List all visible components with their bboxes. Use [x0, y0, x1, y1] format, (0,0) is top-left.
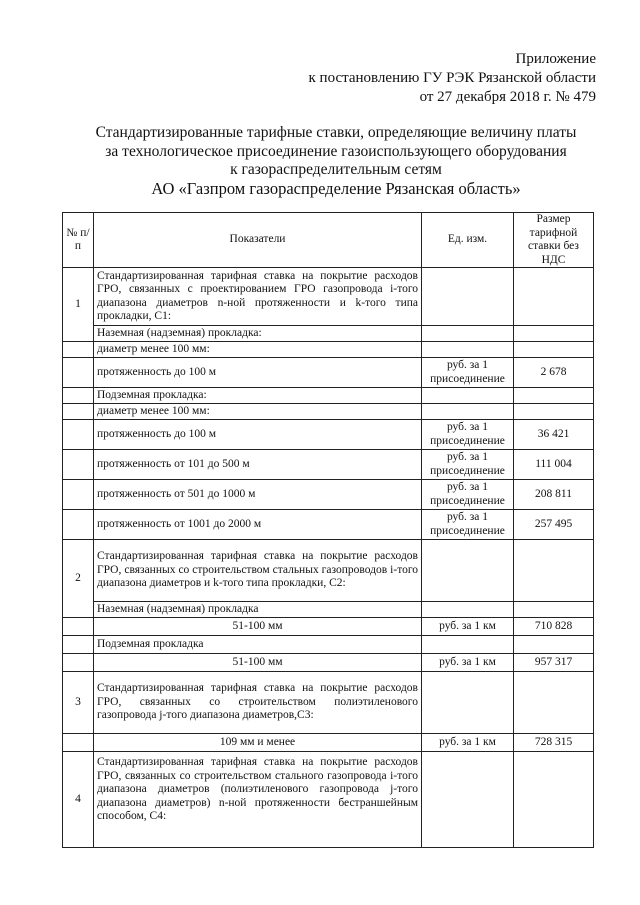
table-header-row	[63, 213, 594, 268]
title-line-1: Стандартизированные тарифные ставки, определяющие величину платы	[95, 124, 577, 141]
appendix-date: от 27 декабря 2018 г. № 479	[419, 89, 596, 105]
row-num: 4	[63, 752, 94, 848]
table-row	[63, 450, 594, 480]
row-label: 51-100 мм	[94, 618, 422, 636]
row-value: 2 678	[514, 358, 594, 388]
row-label: протяженность от 1001 до 2000 м	[94, 510, 422, 540]
tariff-table	[62, 212, 594, 848]
section-description: Стандартизированная тарифная ставка на покрытие расходов ГРО, связанных со строительством стального газопровода i-того диапазона диаметров (полиэтиленового газопровода j-того диапазона диаметров) n-ной протяженности бестраншейным способом, С4:	[94, 752, 422, 848]
table-row	[63, 540, 594, 602]
row-value: 111 004	[514, 450, 594, 480]
table-row	[63, 268, 594, 326]
row-unit: руб. за 1 км	[422, 654, 514, 672]
subsection-label: Наземная (надземная) прокладка	[94, 602, 422, 618]
table-row	[63, 654, 594, 672]
subsection-label: Подземная прокладка:	[94, 388, 422, 404]
row-value: 957 317	[514, 654, 594, 672]
table-row	[63, 734, 594, 752]
row-unit: руб. за 1 присоединение	[422, 480, 514, 510]
section-description: Стандартизированная тарифная ставка на покрытие расходов ГРО, связанных с проектированием ГРО газопровода i-того диапазона диаметров n-ной протяженности и k-того типа прокладки, С1:	[94, 268, 422, 326]
row-num: 1	[63, 268, 94, 342]
table-row	[63, 342, 594, 358]
table-row	[63, 358, 594, 388]
row-value: 710 828	[514, 618, 594, 636]
row-label: протяженность до 100 м	[94, 358, 422, 388]
title-line-4: АО «Газпром газораспределение Рязанская область»	[151, 178, 521, 198]
row-value: 728 315	[514, 734, 594, 752]
section-description: Стандартизированная тарифная ставка на покрытие расходов ГРО, связанных со строительством полиэтиленового газопровода j-того диапазона диаметров,С3:	[94, 672, 422, 734]
row-label: 51-100 мм	[94, 654, 422, 672]
document-title	[60, 124, 612, 198]
table-row	[63, 752, 594, 848]
row-value: 208 811	[514, 480, 594, 510]
table-row	[63, 636, 594, 654]
row-unit: руб. за 1 км	[422, 734, 514, 752]
appendix-header	[309, 50, 596, 107]
row-num: 3	[63, 672, 94, 734]
header-value: Размер тарифной ставки без НДС	[514, 213, 594, 268]
row-unit: руб. за 1 присоединение	[422, 420, 514, 450]
table-row	[63, 510, 594, 540]
table-row	[63, 480, 594, 510]
subsection-label: Подземная прокладка	[94, 636, 422, 654]
diameter-label: диаметр менее 100 мм:	[94, 342, 422, 358]
row-unit: руб. за 1 присоединение	[422, 358, 514, 388]
table-row	[63, 404, 594, 420]
row-unit: руб. за 1 км	[422, 618, 514, 636]
table-row	[63, 326, 594, 342]
section-description: Стандартизированная тарифная ставка на покрытие расходов ГРО, связанных со строительством стальных газопроводов i-того диапазона диаметров и k-того типа прокладки, С2:	[94, 540, 422, 602]
table-row	[63, 618, 594, 636]
table-row	[63, 602, 594, 618]
header-indicator: Показатели	[94, 213, 422, 268]
appendix-resolution: к постановлению ГУ РЭК Рязанской области	[308, 70, 596, 86]
row-label: 109 мм и менее	[94, 734, 422, 752]
appendix-label: Приложение	[515, 51, 596, 67]
header-num: № п/п	[63, 213, 94, 268]
row-unit: руб. за 1 присоединение	[422, 510, 514, 540]
table-row	[63, 672, 594, 734]
header-unit: Ед. изм.	[422, 213, 514, 268]
row-value: 257 495	[514, 510, 594, 540]
row-label: протяженность от 101 до 500 м	[94, 450, 422, 480]
row-value: 36 421	[514, 420, 594, 450]
diameter-label: диаметр менее 100 мм:	[94, 404, 422, 420]
subsection-label: Наземная (надземная) прокладка:	[94, 326, 422, 342]
table-row	[63, 388, 594, 404]
row-label: протяженность до 100 м	[94, 420, 422, 450]
title-line-3: к газораспределительным сетям	[230, 161, 442, 178]
row-num: 2	[63, 540, 94, 618]
row-label: протяженность от 501 до 1000 м	[94, 480, 422, 510]
row-unit: руб. за 1 присоединение	[422, 450, 514, 480]
table-row	[63, 420, 594, 450]
title-line-2: за технологическое присоединение газоиспользующего оборудования	[105, 142, 567, 160]
